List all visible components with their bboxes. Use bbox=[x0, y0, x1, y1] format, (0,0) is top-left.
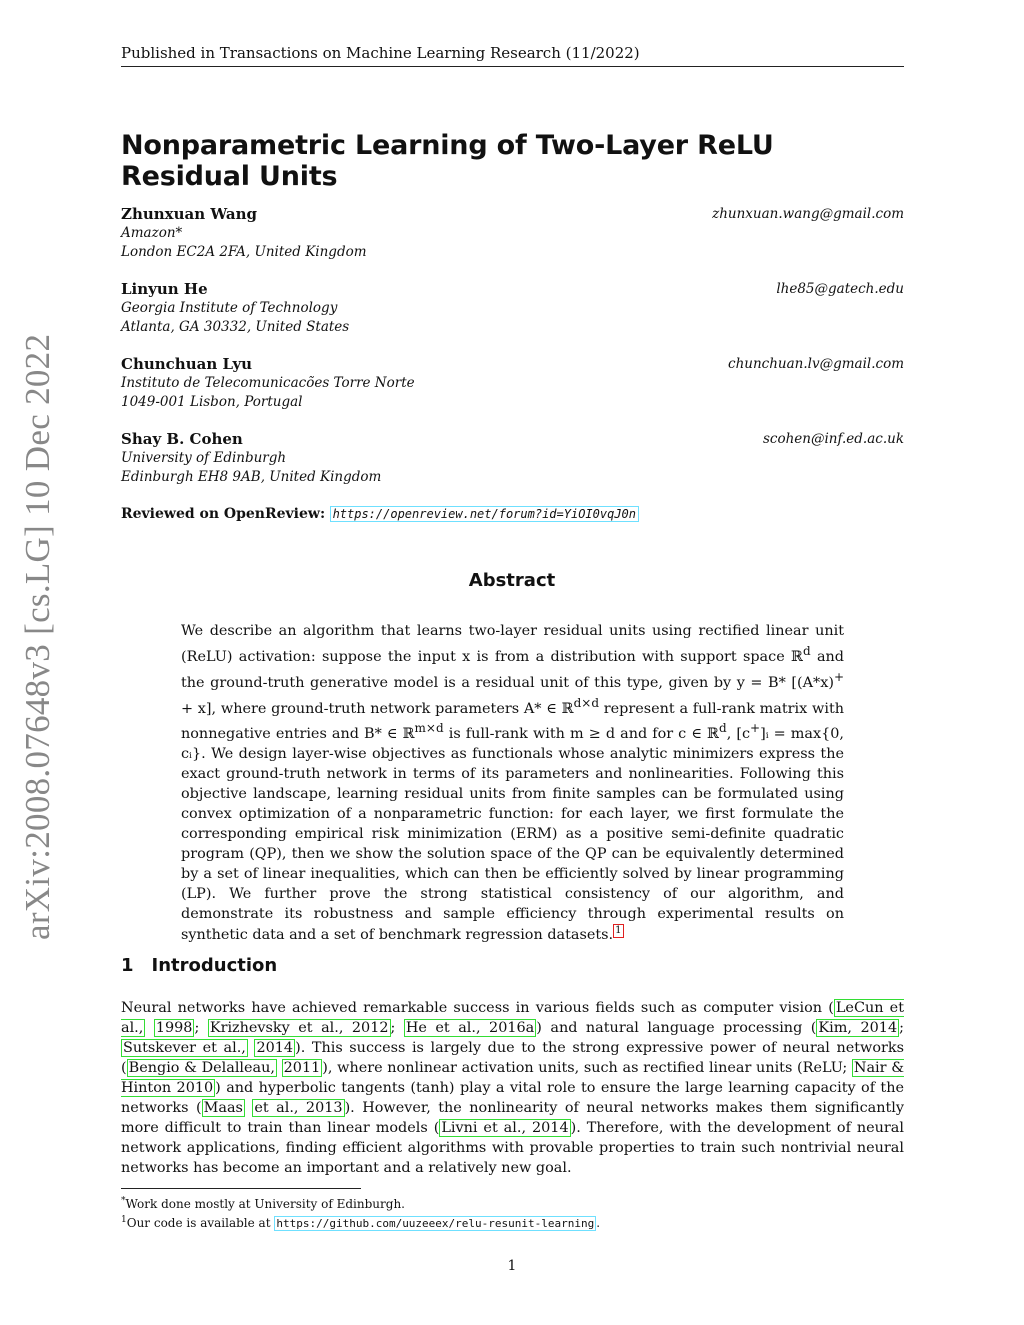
author-block bbox=[121, 205, 904, 262]
author-block bbox=[121, 430, 904, 487]
citation-link[interactable]: Maas bbox=[203, 1100, 243, 1116]
author-affiliation: University of Edinburgh bbox=[121, 450, 287, 466]
author-block bbox=[121, 355, 904, 412]
abstract-sup: + bbox=[750, 721, 761, 736]
abstract-text: We describe an algorithm that learns two-layer residual units using rectified linear unit (ReLU) activation: suppose the input x is from a distribution with support space ℝ bbox=[181, 623, 844, 665]
footnote-text: . bbox=[596, 1216, 601, 1230]
intro-text: ). Therefore, with the development of neural network applications, finding efficient algorithms with provable properties to train such nontrivial neural networks has become an important and a relatively new goal. bbox=[121, 1120, 904, 1176]
abstract-sup: m×d bbox=[414, 721, 444, 736]
section-number: 1 bbox=[121, 955, 134, 976]
citation-link[interactable]: Kim, 2014 bbox=[818, 1020, 898, 1036]
abstract-text: and the ground-truth generative model is a residual unit of this type, given by y = B* [(A*x) bbox=[181, 648, 845, 691]
author-name: Linyun He bbox=[121, 280, 208, 298]
citation-link[interactable]: LeCun et al., bbox=[121, 1000, 904, 1036]
author-email[interactable]: lhe85@gatech.edu bbox=[776, 281, 904, 297]
author-affiliation: Instituto de Telecomunicacões Torre Norte bbox=[121, 375, 415, 391]
author-address: Edinburgh EH8 9AB, United Kingdom bbox=[121, 469, 382, 485]
citation-link[interactable]: 1998 bbox=[155, 1020, 193, 1036]
citation-link[interactable]: Livni et al., 2014 bbox=[441, 1120, 569, 1136]
intro-text: Neural networks have achieved remarkable success in various fields such as computer vision ( bbox=[121, 1000, 834, 1016]
intro-text: ). However, the nonlinearity of neural networks makes them significantly more difficult to train than linear models ( bbox=[121, 1100, 904, 1136]
intro-text: ; bbox=[390, 1020, 404, 1036]
intro-paragraph bbox=[121, 998, 904, 1178]
citation-link[interactable]: Bengio & Delalleau, bbox=[128, 1060, 275, 1076]
abstract-body bbox=[181, 621, 844, 945]
author-affiliation: Georgia Institute of Technology bbox=[121, 300, 338, 316]
abstract-text: , [c bbox=[726, 726, 751, 743]
running-header: Published in Transactions on Machine Learning Research (11/2022) bbox=[121, 44, 904, 67]
intro-text bbox=[145, 1020, 154, 1036]
footnote-2 bbox=[121, 1212, 904, 1232]
footnote-divider bbox=[121, 1188, 361, 1189]
author-address: Atlanta, GA 30332, United States bbox=[121, 319, 350, 335]
footnotes bbox=[121, 1193, 904, 1232]
footnote-1 bbox=[121, 1193, 904, 1212]
intro-text: ), where nonlinear activation units, such as rectified linear units (ReLU; bbox=[322, 1060, 852, 1076]
review-line bbox=[121, 506, 639, 522]
page-number: 1 bbox=[507, 1258, 517, 1274]
footnote-mark: 1 bbox=[121, 1215, 127, 1225]
footnote-link[interactable]: 1 bbox=[615, 925, 622, 937]
openreview-link[interactable]: https://openreview.net/forum?id=YiOI0vqJ0n bbox=[330, 506, 639, 522]
citation-link[interactable]: He et al., 2016a bbox=[405, 1020, 535, 1036]
citation-link[interactable]: Nair & Hinton 2010 bbox=[121, 1060, 904, 1096]
intro-text: ) and hyperbolic tangents (tanh) play a vital role to ensure the large learning capacity of the networks ( bbox=[121, 1080, 904, 1116]
citation-link[interactable]: Sutskever et al., bbox=[123, 1040, 246, 1056]
citation-link[interactable]: Krizhevsky et al., 2012 bbox=[209, 1020, 389, 1036]
abstract-text: ]ᵢ = max{0, cᵢ}. We design layer-wise objectives as functionals whose analytic minimizers express the exact ground-truth network in terms of its parameters and nonlinearities. Following this objective landscape, learning residual units from finite samples can be formulated using convex optimization of a nonparametric function: for each layer, we first formulate the corresponding empirical risk minimization (ERM) as a positive semi-definite quadratic program (QP), then we show the solution space of the QP can be equivalently determined by a set of linear inequalities, which can then be efficiently solved by linear programming (LP). We further prove the strong statistical consistency of our algorithm, and demonstrate its robustness and sample efficiency through experimental results on synthetic data and a set of benchmark regression datasets. bbox=[181, 726, 845, 943]
abstract-heading: Abstract bbox=[468, 570, 556, 591]
author-name: Zhunxuan Wang bbox=[121, 205, 258, 223]
footnote-text: Our code is available at bbox=[126, 1216, 275, 1230]
intro-text: ) and natural language processing ( bbox=[536, 1020, 817, 1036]
intro-text: ; bbox=[899, 1020, 904, 1036]
author-address: 1049-001 Lisbon, Portugal bbox=[121, 394, 303, 410]
footnote-text: Work done mostly at University of Edinburgh. bbox=[125, 1197, 405, 1211]
citation-link[interactable]: 2011 bbox=[283, 1060, 321, 1076]
author-block bbox=[121, 280, 904, 337]
intro-text: ; bbox=[194, 1020, 208, 1036]
author-name: Chunchuan Lyu bbox=[121, 355, 253, 373]
abstract-text: + x], where ground-truth network parameters A* ∈ ℝ bbox=[181, 700, 574, 717]
citation-link[interactable]: 2014 bbox=[256, 1040, 294, 1056]
intro-text bbox=[277, 1060, 282, 1076]
section-title: Introduction bbox=[151, 955, 278, 976]
abstract-sup: d×d bbox=[573, 695, 599, 710]
author-email[interactable]: zhunxuan.wang@gmail.com bbox=[712, 206, 904, 222]
author-name: Shay B. Cohen bbox=[121, 430, 243, 448]
intro-text: ). This success is largely due to the strong expressive power of neural networks ( bbox=[121, 1040, 904, 1076]
section-heading bbox=[121, 955, 277, 976]
abstract-sup: d bbox=[802, 644, 811, 658]
paper-title: Nonparametric Learning of Two-Layer ReLU Residual Units bbox=[121, 130, 774, 192]
author-address: London EC2A 2FA, United Kingdom bbox=[121, 244, 367, 260]
abstract-sup: + bbox=[833, 669, 844, 684]
author-email[interactable]: scohen@inf.ed.ac.uk bbox=[762, 431, 904, 447]
github-link[interactable]: https://github.com/uuzeeex/relu-resunit-learning bbox=[276, 1217, 595, 1230]
abstract-text: is full-rank with m ≥ d and for c ∈ ℝ bbox=[443, 726, 719, 743]
author-email[interactable]: chunchuan.lv@gmail.com bbox=[728, 356, 904, 372]
arxiv-stamp: arXiv:2008.07648v3 [cs.LG] 10 Dec 2022 bbox=[18, 333, 57, 940]
abstract-sup: d bbox=[719, 721, 727, 736]
review-label: Reviewed on OpenReview: bbox=[121, 506, 326, 522]
author-affiliation: Amazon* bbox=[121, 225, 183, 241]
footnote-mark: * bbox=[121, 1196, 126, 1206]
abstract-text: represent a full-rank matrix with nonnegative entries and B* ∈ ℝ bbox=[181, 700, 844, 743]
citation-link[interactable]: et al., 2013 bbox=[254, 1100, 343, 1116]
